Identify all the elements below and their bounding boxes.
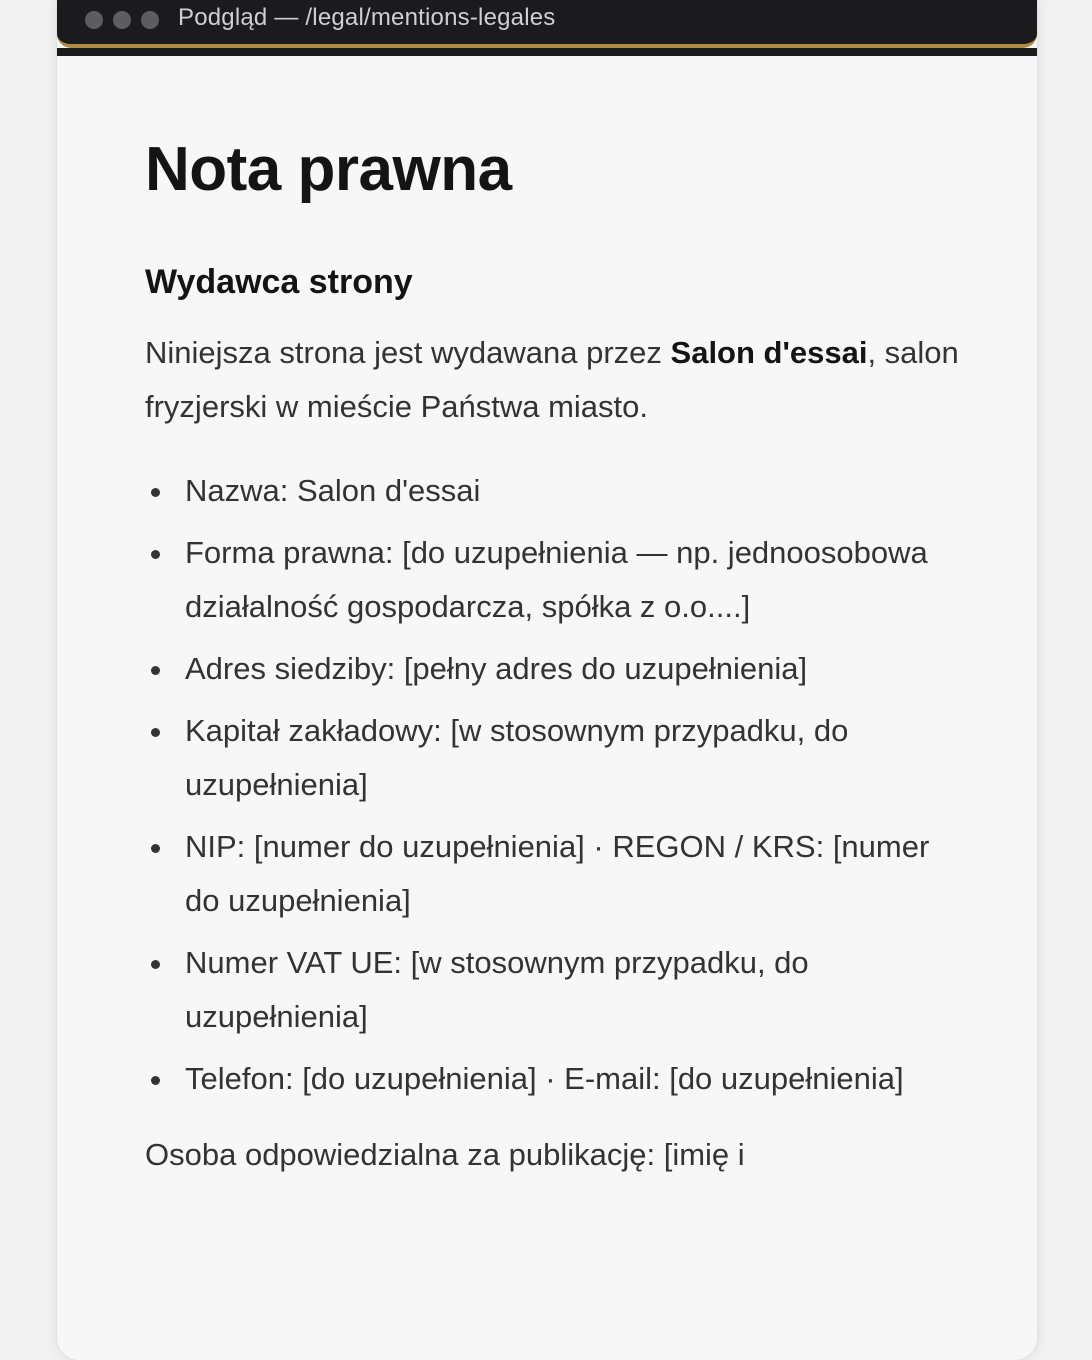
list-item: Kapitał zakładowy: [w stosownym przypadku, do uzupełnienia]: [185, 704, 965, 812]
section-heading: Wydawca strony: [145, 263, 413, 301]
list-item: Forma prawna: [do uzupełnienia — np. jednoosobowa działalność gospodarcza, spółka z o.o....]: [185, 526, 965, 634]
list-item: Adres siedziby: [pełny adres do uzupełnienia]: [185, 642, 965, 696]
list-item: Telefon: [do uzupełnienia] · E-mail: [do uzupełnienia]: [185, 1052, 965, 1106]
page-title: Nota prawna: [145, 135, 512, 204]
minimize-dot-icon[interactable]: [113, 11, 131, 29]
window-title: Podgląd — /legal/mentions-legales: [178, 4, 556, 31]
titlebar-divider: [57, 48, 1037, 56]
publication-responsible-paragraph: Osoba odpowiedzialna za publikację: [imię i: [145, 1137, 745, 1172]
intro-paragraph: [145, 326, 965, 434]
window-titlebar: [57, 0, 1037, 48]
intro-text-before: Niniejsza strona jest wydawana przez: [145, 335, 671, 370]
page-content: [145, 56, 965, 1182]
window-controls: [85, 11, 159, 29]
publisher-details-list: [145, 464, 965, 1106]
list-item: NIP: [numer do uzupełnienia] · REGON / KRS: [numer do uzupełnienia]: [185, 820, 965, 928]
maximize-dot-icon[interactable]: [141, 11, 159, 29]
preview-window: [57, 0, 1037, 1360]
intro-text-after: , salon fryzjerski w mieście Państwa miasto.: [145, 335, 959, 424]
list-item: Nazwa: Salon d'essai: [185, 464, 965, 518]
close-dot-icon[interactable]: [85, 11, 103, 29]
publisher-name: Salon d'essai: [670, 335, 868, 370]
list-item: Numer VAT UE: [w stosownym przypadku, do uzupełnienia]: [185, 936, 965, 1044]
